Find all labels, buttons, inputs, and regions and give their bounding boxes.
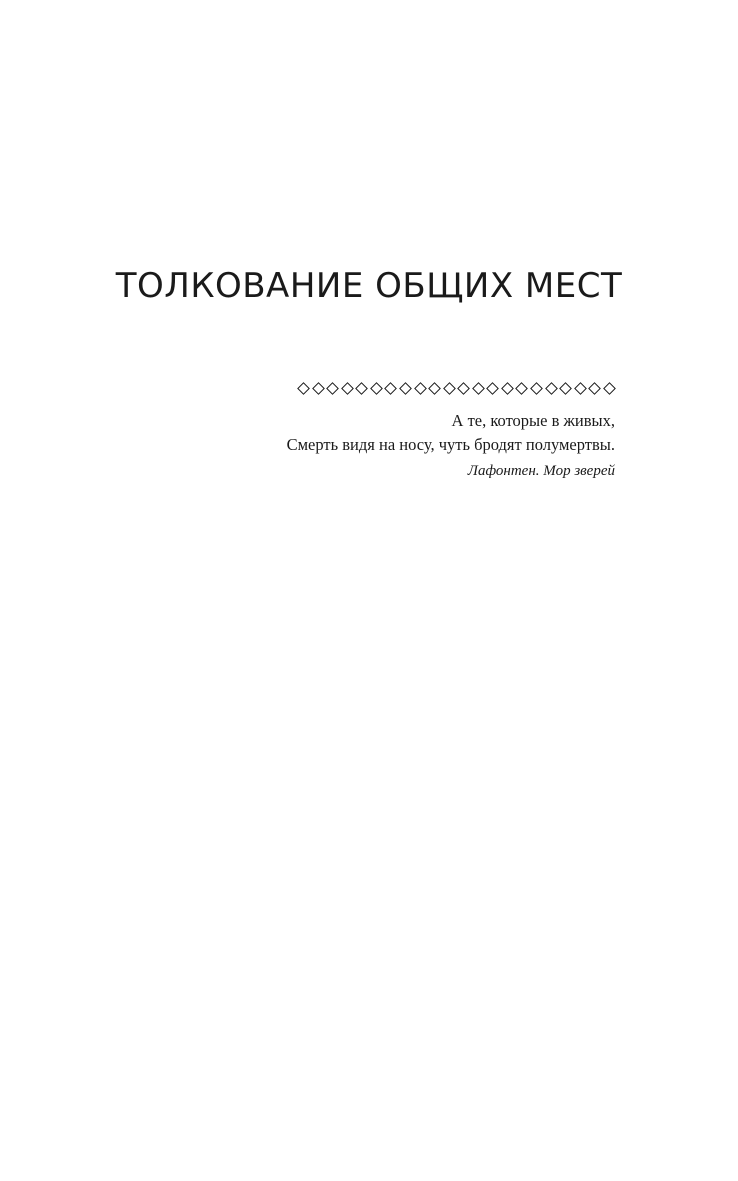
diamond-outline-icon bbox=[326, 382, 339, 395]
ornament-divider bbox=[297, 378, 616, 398]
diamond-outline-icon bbox=[414, 382, 427, 395]
epigraph-line-2: Смерть видя на носу, чуть бродят полумертвы. bbox=[286, 435, 615, 454]
epigraph-attribution: Лафонтен. Мор зверей bbox=[467, 463, 615, 479]
diamond-outline-icon bbox=[516, 382, 529, 395]
diamond-outline-icon bbox=[574, 382, 587, 395]
diamond-outline-icon bbox=[486, 382, 499, 395]
diamond-outline-icon bbox=[603, 382, 616, 395]
diamond-outline-icon bbox=[428, 382, 441, 395]
diamond-outline-icon bbox=[559, 382, 572, 395]
diamond-outline-icon bbox=[312, 382, 325, 395]
diamond-outline-icon bbox=[370, 382, 383, 395]
diamond-outline-icon bbox=[545, 382, 558, 395]
diamond-outline-icon bbox=[385, 382, 398, 395]
epigraph-line-1: А те, которые в живых, bbox=[451, 411, 615, 430]
diamond-outline-icon bbox=[355, 382, 368, 395]
diamond-outline-icon bbox=[530, 382, 543, 395]
diamond-outline-icon bbox=[501, 382, 514, 395]
chapter-title: ТОЛКОВАНИЕ ОБЩИХ МЕСТ bbox=[115, 266, 623, 306]
epigraph bbox=[287, 409, 615, 483]
diamond-outline-icon bbox=[472, 382, 485, 395]
diamond-outline-icon bbox=[341, 382, 354, 395]
diamond-outline-icon bbox=[297, 382, 310, 395]
diamond-outline-icon bbox=[588, 382, 601, 395]
diamond-outline-icon bbox=[457, 382, 470, 395]
diamond-outline-icon bbox=[443, 382, 456, 395]
diamond-outline-icon bbox=[399, 382, 412, 395]
